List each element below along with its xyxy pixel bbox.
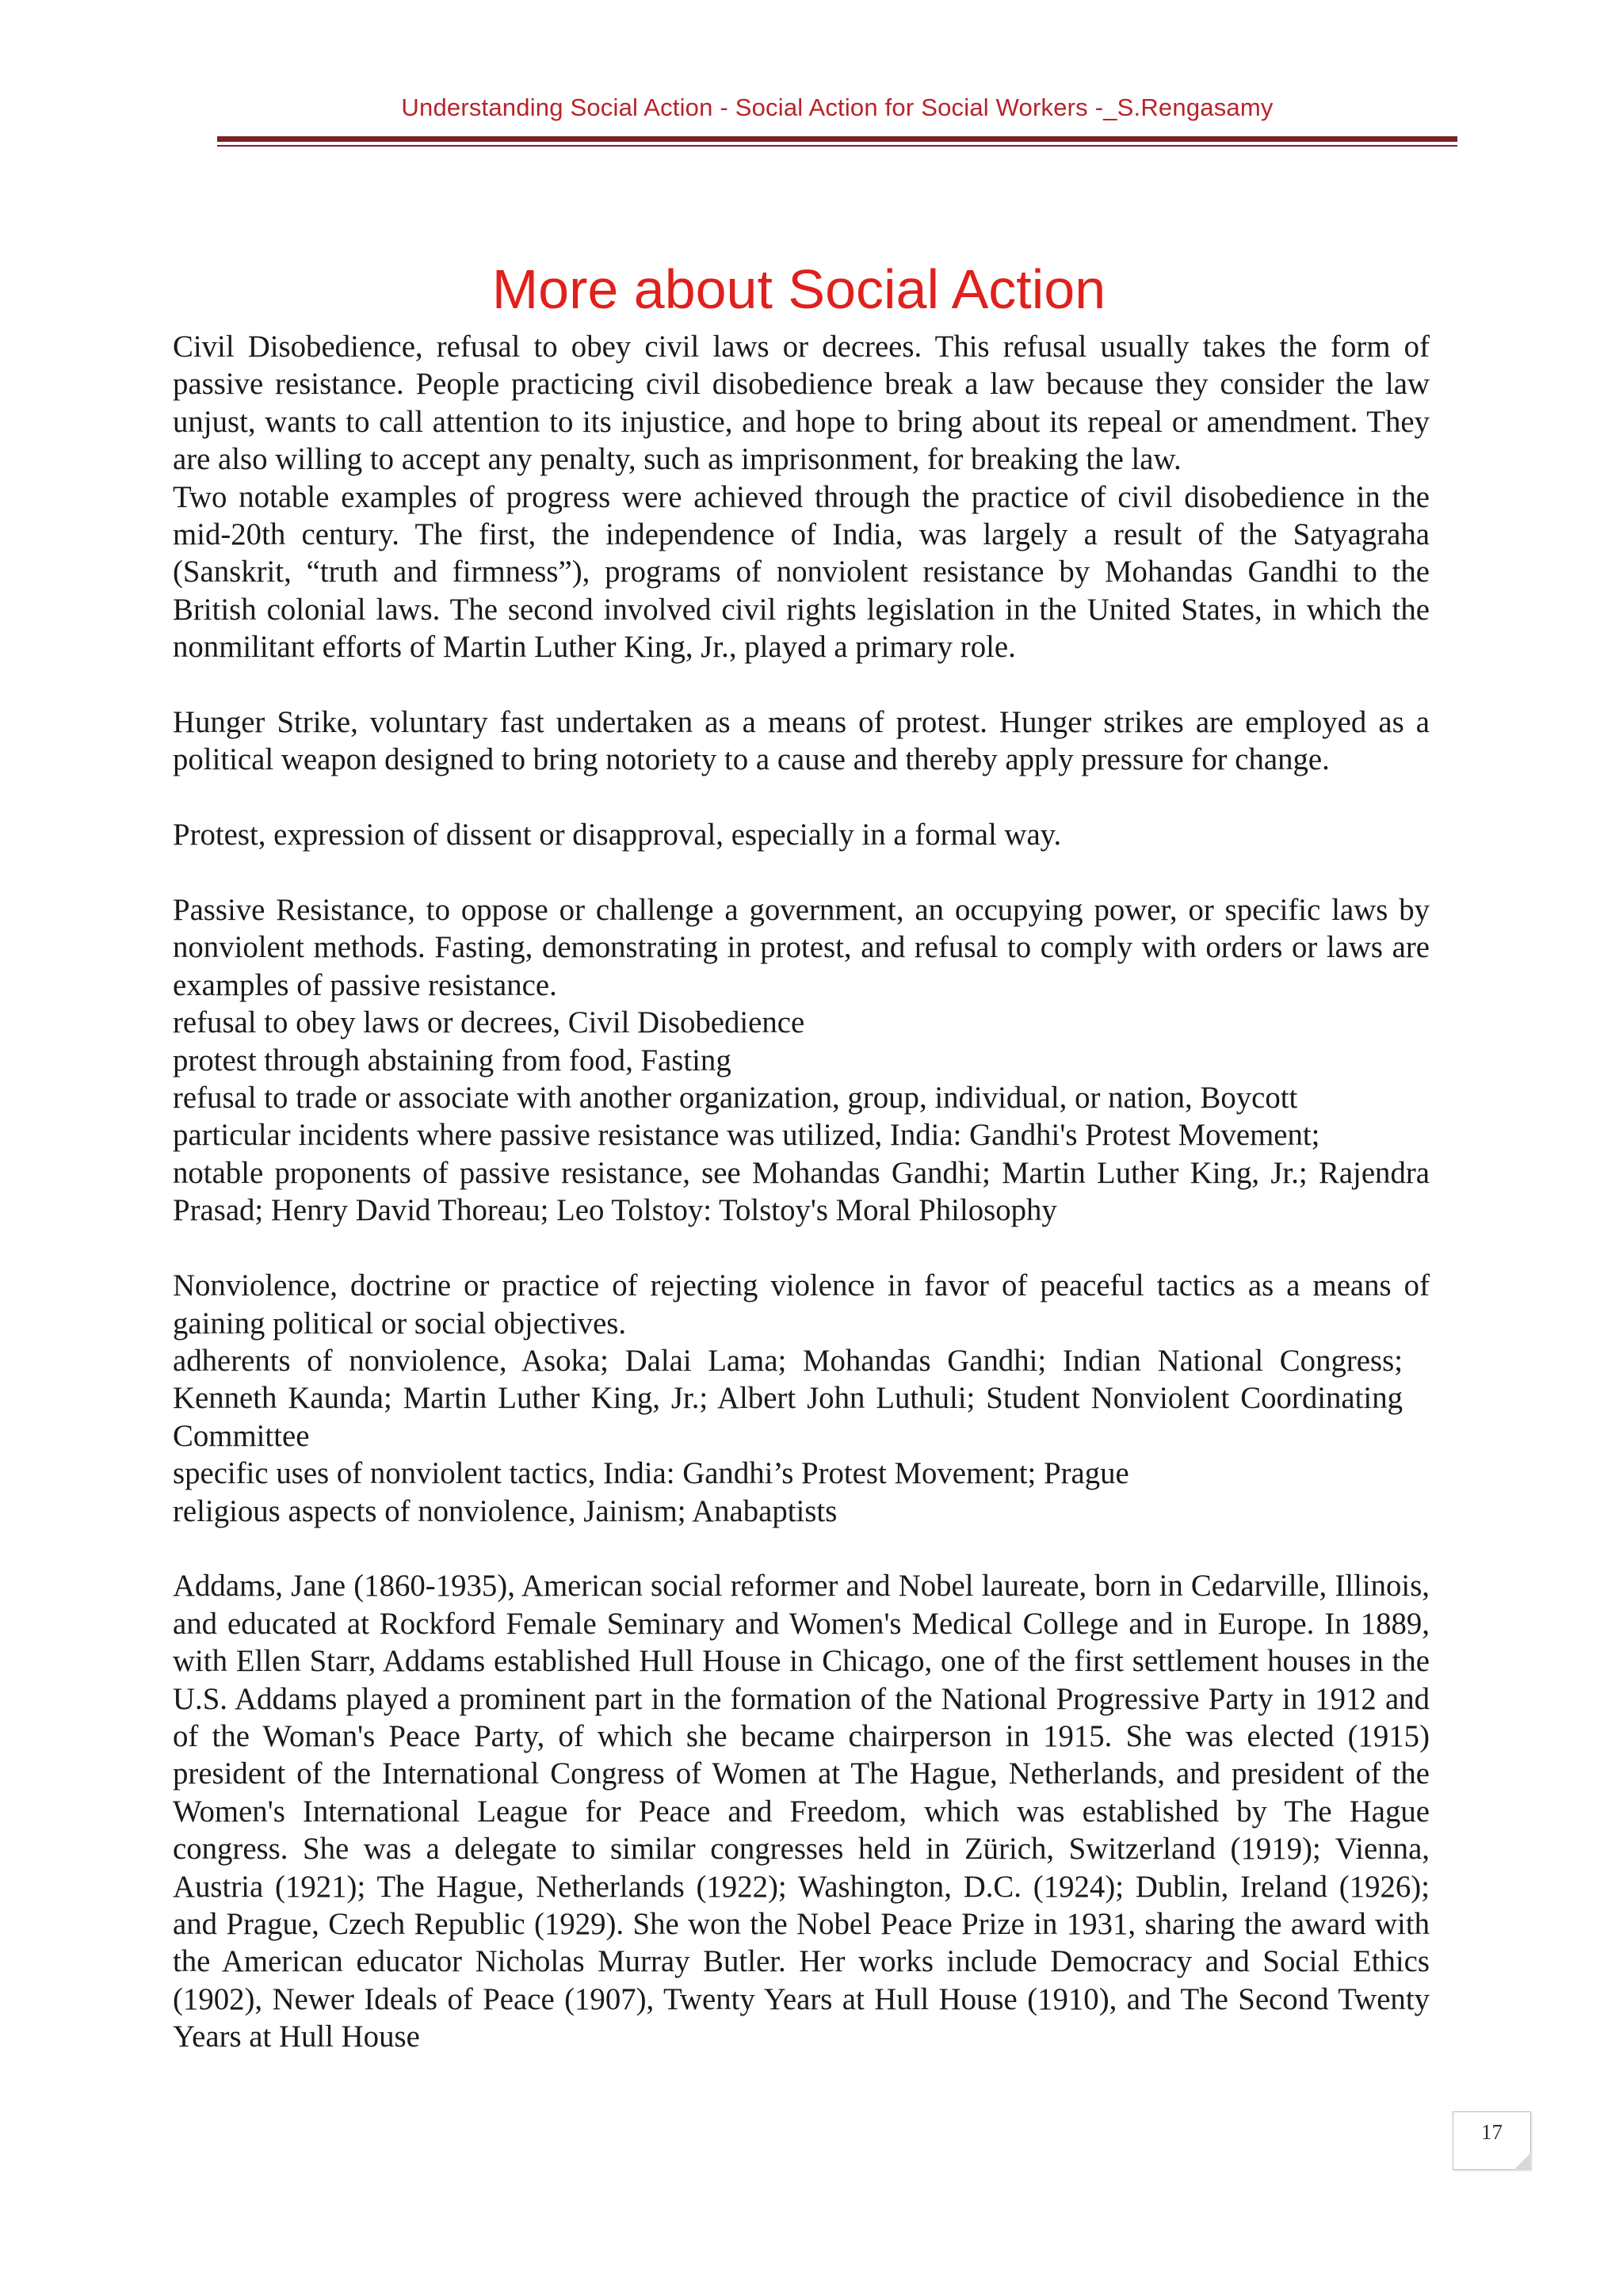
running-header: Understanding Social Action - Social Action for Social Workers -_S.Rengasamy xyxy=(401,93,1274,121)
nonviolence-line: religious aspects of nonviolence, Jainism; Anabaptists xyxy=(173,1493,838,1528)
page-curl-icon xyxy=(1514,2153,1531,2170)
paragraph-nonviolence: Nonviolence, doctrine or practice of rejecting violence in favor of peaceful tactics as a means of gaining political or social objectives. xyxy=(173,1268,1430,1341)
paragraph-jane-addams: Addams, Jane (1860-1935), American social reformer and Nobel laureate, born in Cedarville, Illinois, and educated at Rockford Female Seminary and Women's Medical College and in Europe. In 1889, with Ellen Starr, Addams established Hull House in Chicago, one of the first settlement houses in the U.S. Addams played a prominent part in the formation of the National Progressive Party in 1912 and of the Woman's Peace Party, of which she became chairperson in 1915. She was elected (1915) president of the International Congress of Women at The Hague, Netherlands, and president of the Women's International League for Peace and Freedom, which was established by The Hague congress. She was a delegate to similar congresses held in Zürich, Switzerland (1919); Vienna, Austria (1921); The Hague, Netherlands (1922); Washington, D.C. (1924); Dublin, Ireland (1926); and Prague, Czech Republic (1929). She won the Nobel Peace Prize in 1931, sharing the award with the American educator Nicholas Murray Butler. Her works include Democracy and Social Ethics (1902), Newer Ideals of Peace (1907), Twenty Years at Hull House (1910), and The Second Twenty Years at Hull House xyxy=(173,1569,1430,2054)
page-number-box xyxy=(1453,2111,1531,2170)
passive-resistance-line: protest through abstaining from food, Fasting xyxy=(173,1043,731,1077)
page-title: More about Social Action xyxy=(491,257,1106,320)
header-rule-thin xyxy=(217,145,1457,147)
body-text xyxy=(173,328,1430,2056)
passive-resistance-line: particular incidents where passive resistance was utilized, India: Gandhi's Protest Movement; xyxy=(173,1118,1320,1153)
header-rule-thick xyxy=(217,136,1457,142)
nonviolence-adherents: adherents of nonviolence, Asoka; Dalai Lama; Mohandas Gandhi; Indian National Congress; Kenneth Kaunda; Martin Luther King, Jr.; Albert John Luthuli; Student Nonviolent Coordinating Committee xyxy=(173,1343,1403,1453)
paragraph-passive-resistance: Passive Resistance, to oppose or challenge a government, an occupying power, or specific laws by nonviolent methods. Fasting, demonstrating in protest, and refusal to comply with orders or laws are examples of passive resistance. xyxy=(173,893,1430,1002)
passive-resistance-line: refusal to obey laws or decrees, Civil Disobedience xyxy=(173,1005,805,1040)
passive-resistance-line: refusal to trade or associate with another organization, group, individual, or nation, Boycott xyxy=(173,1081,1298,1116)
paragraph-hunger-strike: Hunger Strike, voluntary fast undertaken as a means of protest. Hunger strikes are employed as a political weapon designed to bring notoriety to a cause and thereby apply pressure for change. xyxy=(173,705,1430,777)
paragraph-protest: Protest, expression of dissent or disapproval, especially in a formal way. xyxy=(173,818,1062,852)
nonviolence-line: specific uses of nonviolent tactics, India: Gandhi’s Protest Movement; Prague xyxy=(173,1456,1129,1491)
paragraph-civil-disobedience: Civil Disobedience, refusal to obey civil laws or decrees. This refusal usually takes the form of passive resistance. People practicing civil disobedience break a law because they consider the law unjust, wants to call attention to its injustice, and hope to bring about its repeal or amendment. They are also willing to accept any penalty, such as imprisonment, for breaking the law. xyxy=(173,330,1430,477)
paragraph-civil-disobedience-examples: Two notable examples of progress were achieved through the practice of civil disobedience in the mid-20th century. The first, the independence of India, was largely a result of the Satyagraha (Sanskrit, “truth and firmness”), programs of nonviolent resistance by Mohandas Gandhi to the British colonial laws. The second involved civil rights legislation in the United States, in which the nonmilitant efforts of Martin Luther King, Jr., played a primary role. xyxy=(173,479,1430,665)
page-number: 17 xyxy=(1481,2120,1503,2144)
passive-resistance-proponents: notable proponents of passive resistance, see Mohandas Gandhi; Martin Luther King, Jr.; Rajendra Prasad; Henry David Thoreau; Leo Tolstoy: Tolstoy's Moral Philosophy xyxy=(173,1155,1430,1228)
